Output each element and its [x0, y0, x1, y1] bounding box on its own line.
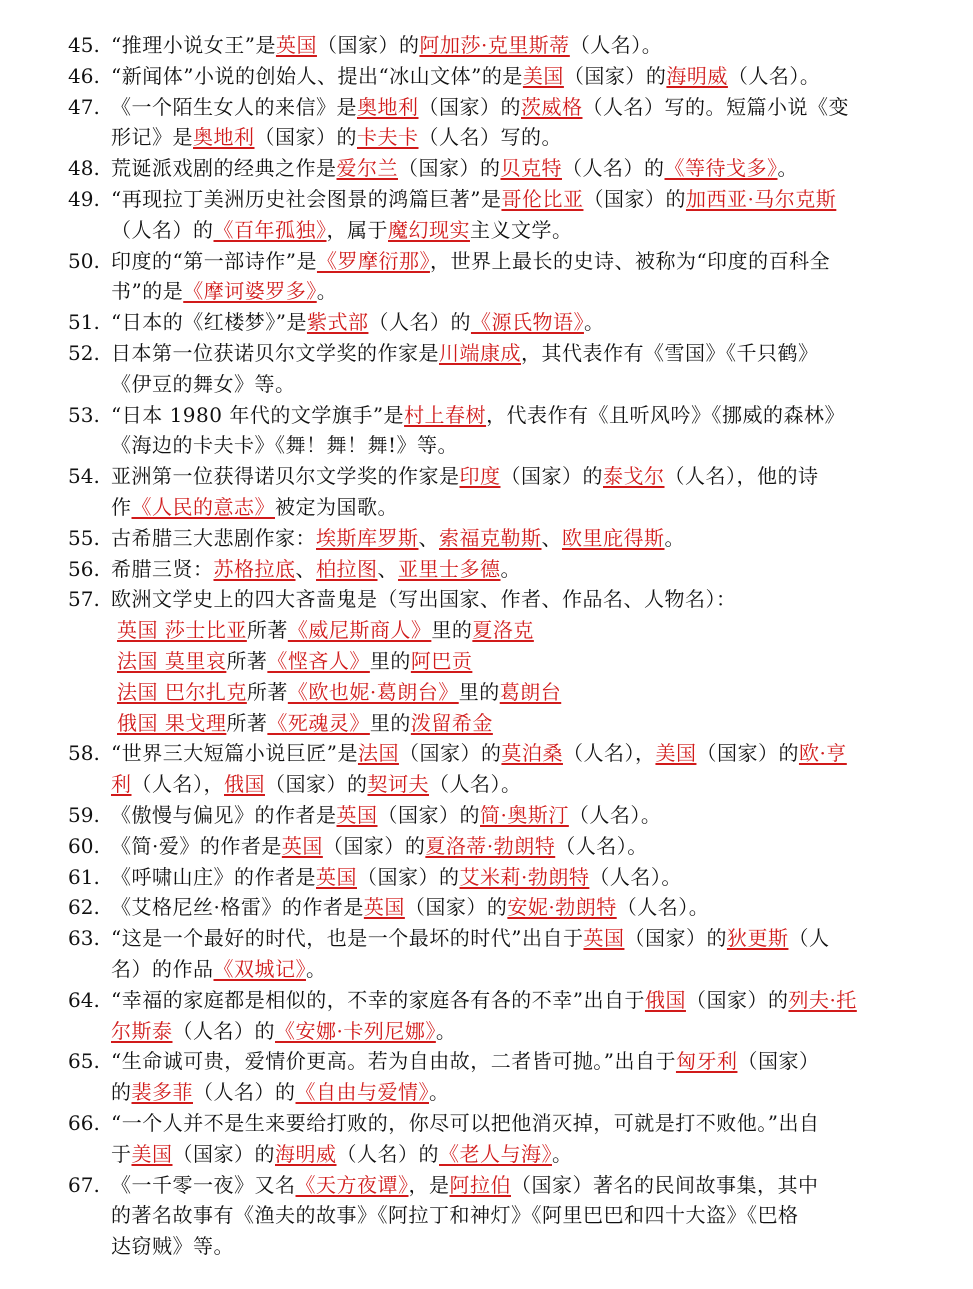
- question-text: （人名）。: [568, 803, 662, 827]
- text-line: [111, 492, 398, 523]
- question-text: 所著: [246, 679, 288, 704]
- question-text: “这是一个最好的时代，也是一个最坏的时代”出自于: [111, 926, 584, 951]
- question-text: 里的: [458, 679, 500, 704]
- question-text: （国家）的: [624, 926, 727, 951]
- item-number: 45.: [68, 33, 100, 57]
- question-text: （人名）的: [562, 156, 665, 181]
- item-number: 55.: [68, 525, 100, 550]
- question-text: （国家）著名的民间故事集，其中: [511, 1172, 819, 1197]
- question-text: （人名）。: [616, 895, 710, 920]
- list-item: [68, 461, 878, 523]
- list-item: [68, 554, 878, 585]
- question-text: 、: [377, 556, 398, 581]
- answer-text: 《摩诃婆罗多》: [183, 279, 317, 304]
- answer-text: 夏洛蒂·勃朗特: [425, 833, 556, 858]
- answer-text: 《天方夜谭》: [295, 1172, 409, 1197]
- answer-text: 英国: [336, 803, 378, 827]
- text-line: [111, 184, 836, 215]
- question-text: “日本 1980 年代的文学旗手”是: [111, 402, 405, 427]
- question-text: 《傲慢与偏见》的作者是: [111, 803, 337, 827]
- answer-text: 英国: [281, 833, 323, 858]
- answer-text: 卡夫卡: [357, 125, 419, 150]
- question-text: 欧洲文学史上的四大吝啬鬼是（写出国家、作者、作品名、人物名）：: [111, 587, 737, 612]
- question-text: 达窃贼》等。: [111, 1234, 234, 1259]
- item-number: 63.: [68, 926, 100, 951]
- answer-text: 哥伦比亚: [501, 187, 584, 211]
- item-number: 54.: [68, 464, 100, 489]
- question-text: 。: [429, 1080, 450, 1105]
- question-text: 、: [295, 556, 316, 581]
- question-text: 印度的“第一部诗作”是: [111, 248, 317, 273]
- question-text: 。: [664, 525, 685, 550]
- answer-text: 魔幻现实: [388, 217, 470, 242]
- question-text: （国家）的: [322, 833, 426, 858]
- answer-text: 《双城记》: [213, 956, 306, 981]
- list-item: [68, 923, 878, 985]
- item-number: 46.: [68, 63, 100, 88]
- question-text: “生命诚可贵，爱情价更高。若为自由故，二者皆可抛。”出自于: [111, 1049, 676, 1074]
- list-item: [68, 61, 878, 92]
- text-line: [111, 892, 709, 923]
- answer-text: 加西亚·马尔克斯: [685, 187, 837, 211]
- text-line: [111, 153, 798, 184]
- question-text: 被定为国歌。: [275, 494, 398, 519]
- question-text: （人名），: [131, 772, 224, 797]
- question-text: 里的: [369, 648, 411, 673]
- question-text: （国家）的: [398, 741, 502, 766]
- item-number: 58.: [68, 741, 100, 766]
- text-line: [111, 1108, 819, 1139]
- answer-text: 柏拉图: [316, 556, 378, 581]
- question-text: （人: [788, 926, 830, 951]
- answer-text: 《悭吝人》: [267, 648, 370, 673]
- item-number: 66.: [68, 1111, 100, 1135]
- text-line: [117, 615, 534, 646]
- question-text: 。: [316, 279, 338, 304]
- list-item: [68, 985, 878, 1047]
- question-text: 《一个陌生女人的来信》是: [111, 94, 357, 119]
- text-line: [117, 677, 561, 708]
- answer-text: 葛朗台: [499, 679, 562, 704]
- text-line: [117, 646, 472, 677]
- answer-text: 川端康成: [439, 341, 521, 365]
- list-item: [68, 523, 878, 554]
- question-text: 《呼啸山庄》的作者是: [111, 864, 316, 889]
- item-number: 50.: [68, 248, 100, 273]
- item-number: 49.: [68, 187, 100, 211]
- question-text: 日本第一位获诺贝尔文学奖的作家是: [111, 341, 439, 365]
- question-text: （国家）的: [357, 864, 460, 889]
- question-text: “新闻体”小说的创始人、提出“冰山文体”的是: [111, 63, 523, 88]
- item-number: 56.: [68, 556, 100, 581]
- list-item: [68, 1170, 878, 1262]
- answer-text: 奥地利: [193, 125, 255, 150]
- question-text: ，代表作有《且听风吟》《挪威的森林》: [486, 402, 846, 427]
- question-text: （人名）。: [555, 833, 648, 858]
- text-line: [111, 1200, 799, 1231]
- question-text: （国家）的: [685, 987, 789, 1012]
- list-item: [68, 892, 878, 923]
- answer-text: 贝克特: [500, 156, 562, 181]
- text-line: [111, 1139, 573, 1170]
- question-text: （国家）的: [254, 125, 357, 150]
- question-text: 所著: [226, 710, 268, 735]
- answer-text: 法国: [357, 741, 399, 766]
- question-text: 主义文学。: [470, 217, 573, 242]
- text-line: [111, 738, 847, 769]
- answer-text: 《罗摩衍那》: [316, 248, 430, 273]
- list-item: [68, 862, 878, 893]
- answer-text: 英国: [275, 33, 317, 57]
- item-number: 65.: [68, 1049, 100, 1074]
- text-line: [111, 369, 296, 400]
- question-text: 名）的作品: [111, 956, 214, 981]
- answer-text: 爱尔兰: [336, 156, 398, 181]
- question-text: 、: [418, 525, 439, 550]
- text-line: [111, 923, 829, 954]
- item-number: 60.: [68, 833, 100, 858]
- question-text: （人名）写的。短篇小说《变: [582, 94, 849, 119]
- answer-text: 尔斯泰: [111, 1018, 173, 1043]
- answer-text: 《源氏物语》: [470, 310, 584, 335]
- question-text: （人名）的: [193, 1080, 296, 1105]
- question-text: 。: [500, 556, 521, 581]
- answer-text: 阿巴贡: [410, 648, 473, 673]
- question-text: 。: [777, 156, 798, 181]
- question-text: 所著: [246, 618, 288, 643]
- text-line: [111, 554, 521, 585]
- answer-text: 安妮·勃朗特: [507, 895, 617, 920]
- list-item: [68, 153, 878, 184]
- answer-text: 英国: [583, 926, 625, 951]
- text-line: [111, 1046, 819, 1077]
- text-line: [111, 954, 327, 985]
- question-text: （国家）: [737, 1049, 820, 1074]
- item-number: 48.: [68, 156, 100, 181]
- question-text: “再现拉丁美洲历史社会图景的鸿篇巨著”是: [111, 187, 502, 211]
- question-text: 。: [552, 1141, 573, 1166]
- text-line: [111, 30, 662, 61]
- answer-text: 美国: [131, 1141, 173, 1166]
- answer-text: 简·奥斯汀: [480, 803, 569, 827]
- text-line: [111, 1016, 456, 1047]
- question-text: ，世界上最长的史诗、被称为“印度的百科全: [429, 248, 831, 273]
- question-text: “一个人并不是生来要给打败的，你尽可以把他消灭掉，可就是打不败他。”出自: [111, 1111, 820, 1135]
- item-number: 51.: [68, 310, 100, 335]
- list-item: [68, 338, 878, 400]
- answer-text: 茨威格: [521, 94, 583, 119]
- question-text: （人名）。: [727, 63, 821, 88]
- text-line: [111, 400, 845, 431]
- question-text: 古希腊三大悲剧作家：: [111, 525, 316, 550]
- question-text: 荒诞派戏剧的经典之作是: [111, 156, 337, 181]
- text-line: [111, 769, 522, 800]
- text-line: [111, 430, 458, 461]
- question-text: （人名），他的诗: [664, 464, 819, 489]
- answer-text: 阿拉伯: [449, 1172, 511, 1197]
- list-item: [68, 184, 878, 246]
- question-text: 《艾格尼丝·格雷》的作者是: [111, 895, 364, 920]
- question-text: 书”的是: [111, 279, 184, 304]
- answer-text: 《威尼斯商人》: [287, 618, 432, 643]
- list-item: [68, 584, 878, 738]
- question-text: （人名）的: [172, 1018, 275, 1043]
- answer-text: 奥地利: [357, 94, 419, 119]
- list-item: [68, 738, 878, 800]
- question-text: 。: [583, 310, 605, 335]
- text-line: [111, 61, 820, 92]
- answer-text: 莫泊桑: [501, 741, 563, 766]
- question-text: （人名）的: [336, 1141, 439, 1166]
- question-text: （国家）的: [404, 895, 508, 920]
- question-text: （国家）的: [563, 63, 667, 88]
- question-text: “日本的《红楼梦》”是: [111, 310, 307, 335]
- question-text: （人名）。: [429, 772, 522, 797]
- answer-text: 欧·亨: [798, 741, 847, 766]
- question-text: 的: [111, 1080, 132, 1105]
- answer-text: 阿加莎·克里斯蒂: [419, 33, 570, 57]
- item-number: 52.: [68, 341, 100, 365]
- answer-text: 索福克勒斯: [439, 525, 542, 550]
- answer-text: 美国: [522, 63, 564, 88]
- answer-text: 契诃夫: [367, 772, 429, 797]
- answer-text: 村上春树: [404, 402, 487, 427]
- answer-text: 匈牙利: [675, 1049, 738, 1074]
- question-text: 里的: [431, 618, 473, 643]
- answer-text: 泰戈尔: [603, 464, 665, 489]
- question-text: 希腊三贤：: [111, 556, 214, 581]
- answer-text: 英国: [363, 895, 405, 920]
- answer-text: 亚里士多德: [398, 556, 501, 581]
- question-text: 作: [111, 494, 132, 519]
- question-text: 《伊豆的舞女》等。: [111, 371, 296, 396]
- question-text: （国家）的: [316, 33, 420, 57]
- question-text: 所著: [226, 648, 268, 673]
- question-text: （人名），: [562, 741, 656, 766]
- question-text: “推理小说女王”是: [111, 33, 276, 57]
- question-text: （人名）写的。: [418, 125, 562, 150]
- answer-text: 《老人与海》: [439, 1141, 552, 1166]
- answer-text: 英国 莎士比亚: [117, 618, 247, 643]
- answer-text: 《等待戈多》: [664, 156, 778, 181]
- question-text: （国家）的: [172, 1141, 275, 1166]
- question-text: （人名）的: [111, 217, 214, 242]
- list-item: [68, 92, 878, 154]
- question-text: “幸福的家庭都是相似的，不幸的家庭各有各的不幸”出自于: [111, 987, 645, 1012]
- answer-text: 裴多菲: [131, 1080, 193, 1105]
- answer-text: 海明威: [275, 1141, 337, 1166]
- text-line: [111, 307, 604, 338]
- text-line: [111, 338, 819, 369]
- item-number: 67.: [68, 1172, 100, 1197]
- question-text: （国家）的: [377, 803, 480, 827]
- text-line: [111, 92, 849, 123]
- question-text: （国家）的: [500, 464, 603, 489]
- answer-text: 紫式部: [306, 310, 369, 335]
- question-text: 《简·爱》的作者是: [111, 833, 282, 858]
- text-line: [111, 584, 737, 615]
- text-line: [111, 800, 661, 831]
- text-line: [111, 862, 682, 893]
- answer-text: 《人民的意志》: [131, 494, 275, 519]
- text-line: [111, 276, 337, 307]
- item-number: 57.: [68, 587, 100, 612]
- text-line: [111, 985, 857, 1016]
- question-text: 。: [306, 956, 327, 981]
- list-item: [68, 1046, 878, 1108]
- list-item: [68, 307, 878, 338]
- answer-text: 海明威: [666, 63, 728, 88]
- question-text: “世界三大短篇小说巨匠”是: [111, 741, 358, 766]
- answer-text: 英国: [316, 864, 357, 889]
- answer-text: 俄国 果戈理: [117, 710, 227, 735]
- item-number: 64.: [68, 987, 100, 1012]
- question-text: ，是: [408, 1172, 450, 1197]
- answer-text: 法国 巴尔扎克: [117, 679, 247, 704]
- list-item: [68, 246, 878, 308]
- answer-text: 《死魂灵》: [267, 710, 370, 735]
- answer-text: 泼留希金: [410, 710, 493, 735]
- question-text: 。: [435, 1018, 457, 1043]
- question-text: （人名）。: [589, 864, 682, 889]
- item-number: 53.: [68, 402, 100, 427]
- answer-text: 《安娜·卡列尼娜》: [275, 1018, 436, 1043]
- answer-text: 美国: [655, 741, 697, 766]
- item-number: 59.: [68, 803, 100, 827]
- question-text: ，其代表作有《雪国》《千只鹤》: [521, 341, 819, 365]
- answer-text: 欧里庇得斯: [562, 525, 665, 550]
- answer-text: 夏洛克: [472, 618, 534, 643]
- answer-text: 《百年孤独》: [213, 217, 327, 242]
- question-text: 《海边的卡夫卡》《舞！舞！舞!》等。: [111, 433, 459, 458]
- text-line: [111, 215, 573, 246]
- list-item: [68, 400, 878, 462]
- question-text: ，属于: [326, 217, 388, 242]
- question-text: 形记》是: [111, 125, 193, 150]
- question-text: （国家）的: [398, 156, 501, 181]
- text-line: [111, 1077, 450, 1108]
- answer-text: 法国 莫里哀: [117, 648, 227, 673]
- answer-text: 列夫·托: [788, 987, 857, 1012]
- question-text: （国家）的: [696, 741, 799, 766]
- text-line: [111, 1231, 234, 1262]
- text-line: [111, 523, 685, 554]
- list-item: [68, 30, 878, 61]
- answer-text: 利: [111, 772, 132, 797]
- question-text: （国家）的: [583, 187, 686, 211]
- answer-text: 埃斯库罗斯: [316, 525, 419, 550]
- list-item: [68, 800, 878, 831]
- question-text: （人名）。: [569, 33, 663, 57]
- text-line: [111, 831, 648, 862]
- text-line: [111, 461, 819, 492]
- question-text: （国家）的: [265, 772, 368, 797]
- text-line: [111, 1170, 819, 1201]
- answer-text: 俄国: [644, 987, 686, 1012]
- text-line: [117, 708, 493, 739]
- text-line: [111, 122, 562, 153]
- item-number: 61.: [68, 864, 100, 889]
- question-text: （国家）的: [418, 94, 521, 119]
- answer-text: 俄国: [224, 772, 265, 797]
- question-text: 亚洲第一位获得诺贝尔文学奖的作家是: [111, 464, 460, 489]
- answer-text: 印度: [459, 464, 501, 489]
- list-item: [68, 831, 878, 862]
- text-line: [111, 246, 830, 277]
- item-number: 62.: [68, 895, 100, 920]
- answer-text: 《欧也妮·葛朗台》: [287, 679, 459, 704]
- answer-text: 艾米莉·勃朗特: [459, 864, 590, 889]
- question-text: 里的: [369, 710, 411, 735]
- question-text: 《一千零一夜》又名: [111, 1172, 296, 1197]
- question-text: 、: [541, 525, 562, 550]
- item-number: 47.: [68, 94, 100, 119]
- answer-text: 苏格拉底: [213, 556, 296, 581]
- question-text: 的著名故事有《渔夫的故事》《阿拉丁和神灯》《阿里巴巴和四十大盗》《巴格: [111, 1203, 799, 1228]
- question-text: 于: [111, 1141, 132, 1166]
- answer-text: 狄更斯: [726, 926, 789, 951]
- question-text: （人名）的: [368, 310, 471, 335]
- list-item: [68, 1108, 878, 1170]
- answer-text: 《自由与爱情》: [295, 1080, 429, 1105]
